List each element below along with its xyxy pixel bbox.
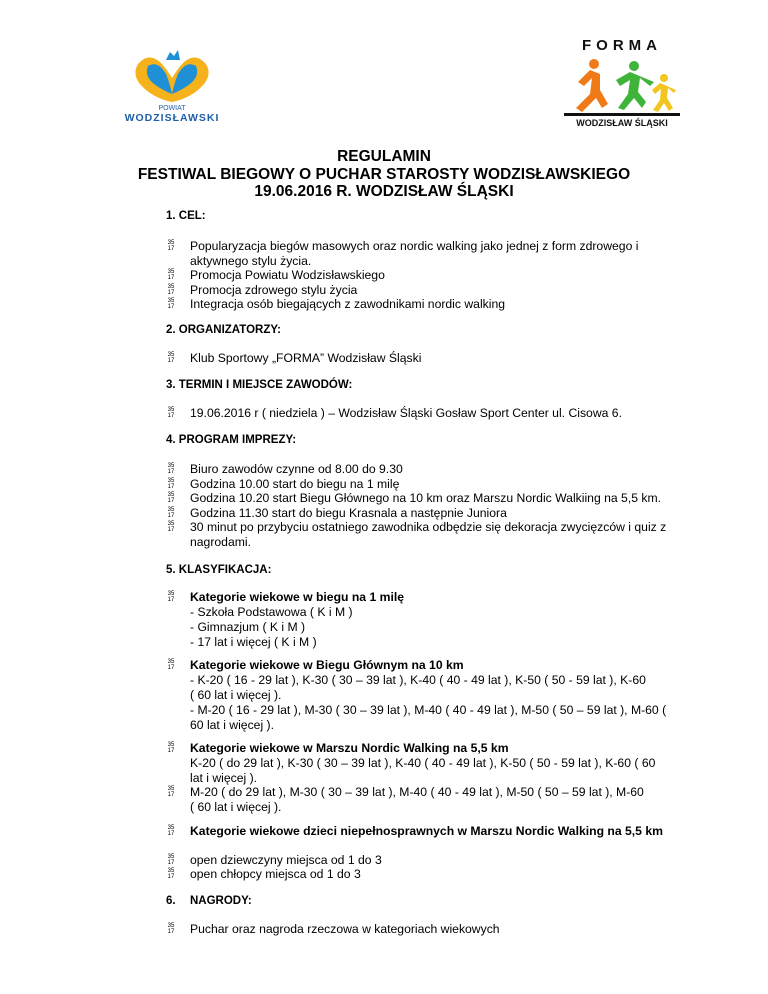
bullet-glyph: 35 17 (167, 923, 175, 935)
section-heading-classification: 5. KLASYFIKACJA: (166, 564, 272, 576)
bullet-glyph: 35 17 (167, 521, 175, 533)
title-line-2: FESTIWAL BIEGOWY O PUCHAR STAROSTY WODZISŁAWSKIEGO (137, 165, 631, 183)
bullet-glyph: 35 17 (167, 478, 175, 490)
bullet-glyph: 35 17 (167, 240, 175, 252)
bullet-glyph: 35 17 (167, 463, 175, 475)
section-heading-date-place: 3. TERMIN I MIEJSCE ZAWODÓW: (166, 379, 353, 391)
svg-text:WODZISŁAWSKI: WODZISŁAWSKI (124, 112, 220, 124)
forma-club-logo (556, 36, 686, 130)
bullet-glyph: 35 17 (167, 269, 175, 281)
document-title (0, 148, 768, 201)
bullet-glyph: 35 17 (167, 868, 175, 880)
bullet-glyph: 35 17 (167, 854, 175, 866)
bullet-glyph: 35 17 (167, 825, 175, 837)
section-heading-organizers: 2. ORGANIZATORZY: (166, 324, 281, 336)
bullet-glyph: 35 17 (167, 407, 175, 419)
section-heading-awards-number: 6. (166, 895, 176, 907)
svg-text:WODZISŁAW ŚLĄSKI: WODZISŁAW ŚLĄSKI (576, 118, 668, 128)
powiat-wodzislawski-logo (108, 44, 236, 124)
bullet-glyph: 35 17 (167, 298, 175, 310)
section-heading-program: 4. PROGRAM IMPREZY: (166, 434, 297, 446)
bullet-glyph: 35 17 (167, 786, 175, 798)
bullet-glyph: 35 17 (167, 591, 175, 603)
section-heading-goal: 1. CEL: (166, 210, 206, 222)
svg-text:POWIAT: POWIAT (158, 105, 186, 112)
title-line-3: 19.06.2016 R. WODZISŁAW ŚLĄSKI (254, 183, 514, 200)
bullet-glyph: 35 17 (167, 352, 175, 364)
bullet-glyph: 35 17 (167, 659, 175, 671)
title-line-1: REGULAMIN (337, 148, 431, 165)
svg-text:FORMA: FORMA (582, 37, 662, 54)
bullet-glyph: 35 17 (167, 742, 175, 754)
bullet-glyph: 35 17 (167, 284, 175, 296)
bullet-glyph: 35 17 (167, 492, 175, 504)
bullet-glyph: 35 17 (167, 507, 175, 519)
section-heading-awards: NAGRODY: (190, 895, 252, 907)
